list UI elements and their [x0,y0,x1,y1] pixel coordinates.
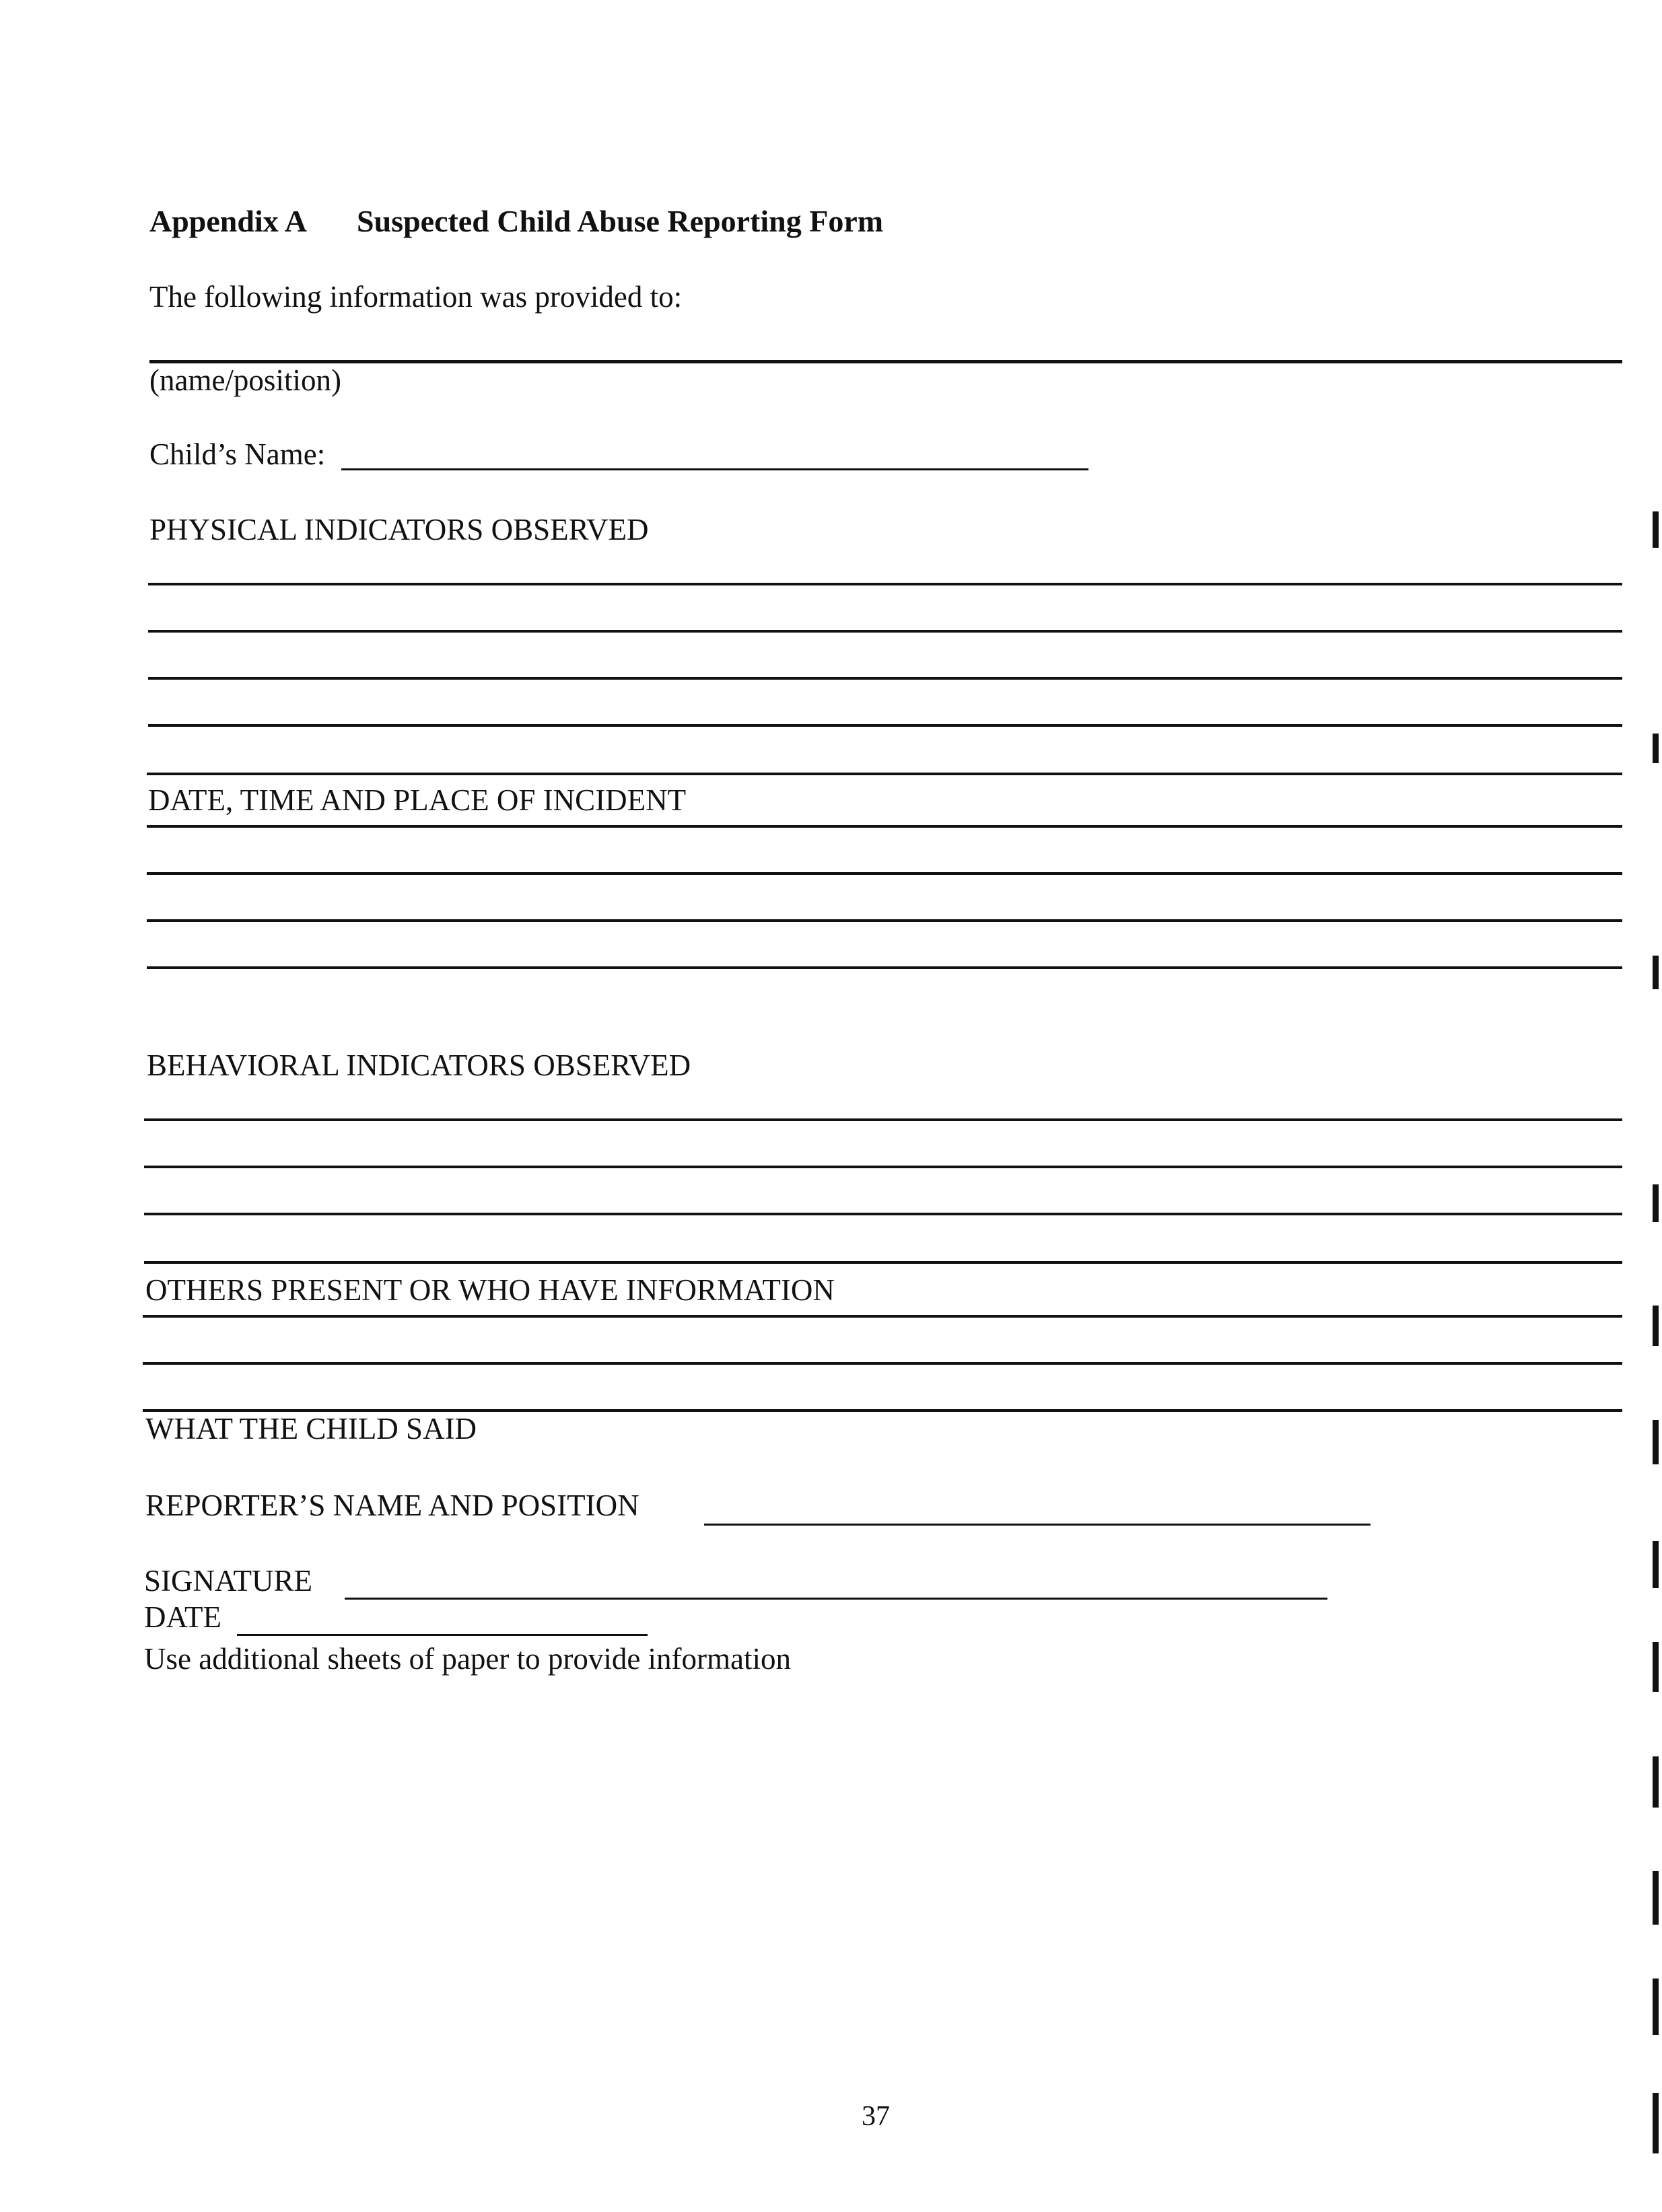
binding-mark [1653,1306,1659,1346]
physical-indicators-line[interactable] [148,724,1622,727]
binding-mark [1653,1541,1659,1588]
others-present-line[interactable] [143,1362,1622,1365]
name-position-label: (name/position) [149,363,341,397]
binding-mark [1653,1184,1659,1222]
others-present-line[interactable] [143,1315,1622,1318]
physical-indicators-line[interactable] [148,630,1622,633]
intro-text: The following information was provided to: [149,280,683,314]
binding-mark [1653,1756,1659,1808]
childs-name-label: Child’s Name: [149,437,326,471]
behavioral-indicators-line[interactable] [144,1118,1622,1121]
reporter-label: REPORTER’S NAME AND POSITION [145,1489,639,1522]
behavioral-indicators-line[interactable] [144,1213,1622,1215]
recipient-name-field[interactable] [149,360,1622,363]
physical-indicators-line[interactable] [148,583,1622,585]
binding-mark [1653,956,1659,989]
date-label: DATE [144,1600,221,1634]
physical-indicators-line[interactable] [147,773,1622,775]
binding-mark [1653,511,1659,548]
incident-line[interactable] [147,966,1622,969]
childs-name-field[interactable] [341,468,1088,470]
incident-line[interactable] [147,919,1622,922]
page-number: 37 [862,2101,890,2132]
binding-mark [1653,1642,1659,1692]
incident-line[interactable] [147,872,1622,875]
behavioral-indicators-heading: BEHAVIORAL INDICATORS OBSERVED [147,1048,691,1082]
date-field[interactable] [237,1634,648,1636]
footer-note: Use additional sheets of paper to provide information [144,1642,791,1676]
reporter-field[interactable] [704,1524,1371,1526]
signature-label: SIGNATURE [144,1564,313,1598]
incident-line[interactable] [147,825,1622,828]
signature-field[interactable] [345,1598,1327,1600]
binding-mark [1653,734,1659,763]
physical-indicators-heading: PHYSICAL INDICATORS OBSERVED [149,513,649,546]
others-present-heading: OTHERS PRESENT OR WHO HAVE INFORMATION [145,1273,835,1307]
child-said-heading: WHAT THE CHILD SAID [145,1412,477,1446]
appendix-label: Appendix A [149,204,307,238]
binding-mark [1653,1871,1659,1925]
physical-indicators-line[interactable] [148,677,1622,680]
binding-mark [1653,2093,1659,2153]
form-title: Suspected Child Abuse Reporting Form [357,204,884,238]
behavioral-indicators-line[interactable] [144,1166,1622,1168]
binding-mark [1653,1420,1659,1464]
binding-mark [1653,1978,1659,2035]
incident-heading: DATE, TIME AND PLACE OF INCIDENT [148,783,687,817]
behavioral-indicators-line[interactable] [144,1261,1622,1264]
